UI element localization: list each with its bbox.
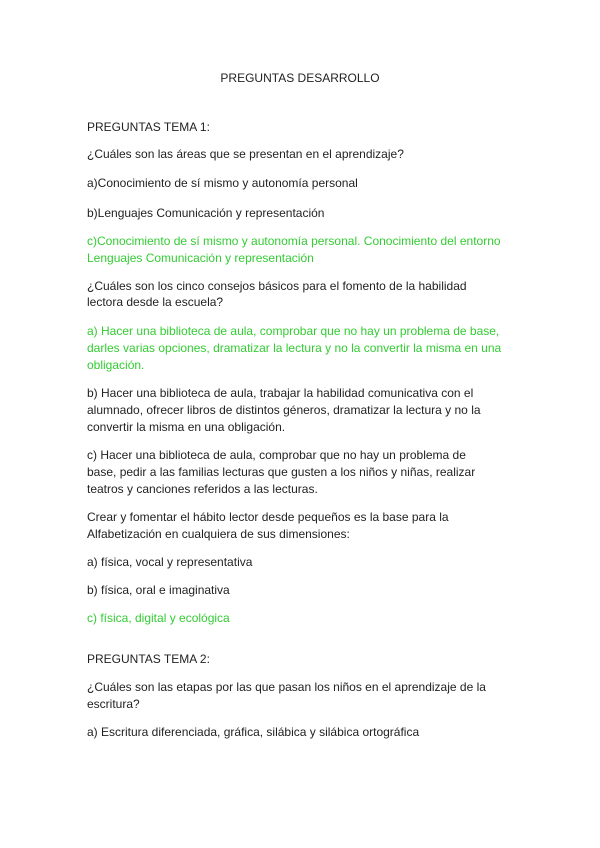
- answer-3a: a) física, vocal y representativa: [87, 555, 253, 569]
- answer-1b: b)Lenguajes Comunicación y representación: [87, 206, 325, 220]
- answer-1c-correct: c)Conocimiento de sí mismo y autonomía personal. Conocimiento del entorno: [87, 234, 501, 248]
- question-t2-1: ¿Cuáles son las etapas por las que pasan los niños en el aprendizaje de la: [87, 680, 486, 694]
- answer-2c-cont1: base, pedir a las familias lecturas que gusten a los niños y niñas, realizar: [87, 465, 476, 479]
- page-title: PREGUNTAS DESARROLLO: [220, 71, 380, 85]
- answer-1c-correct-cont: Lenguajes Comunicación y representación: [87, 251, 314, 265]
- question-3: Crear y fomentar el hábito lector desde pequeños es la base para la: [87, 510, 449, 524]
- answer-2a-correct-cont1: darles varias opciones, dramatizar la lectura y no la convertir la misma en una: [87, 341, 502, 355]
- question-2: ¿Cuáles son los cinco consejos básicos para el fomento de la habilidad: [87, 279, 467, 293]
- question-2-cont: lectora desde la escuela?: [87, 295, 224, 309]
- question-3-cont: Alfabetización en cualquiera de sus dimensiones:: [87, 527, 350, 541]
- answer-2c-cont2: teatros y canciones referidos a las lecturas.: [87, 482, 318, 496]
- answer-2b-cont1: alumnado, ofrecer libros de distintos géneros, dramatizar la lectura y no la: [87, 403, 481, 417]
- answer-2b: b) Hacer una biblioteca de aula, trabajar la habilidad comunicativa con el: [87, 386, 474, 400]
- answer-t2-1a: a) Escritura diferenciada, gráfica, silábica y silábica ortográfica: [87, 725, 420, 739]
- answer-3b: b) física, oral e imaginativa: [87, 583, 230, 597]
- answer-2a-correct: a) Hacer una biblioteca de aula, comprobar que no hay un problema de base,: [87, 324, 500, 338]
- question-t2-1-cont: escritura?: [87, 697, 140, 711]
- answer-2a-correct-cont2: obligación.: [87, 358, 145, 372]
- answer-3c-correct: c) física, digital y ecológica: [87, 611, 230, 625]
- answer-2b-cont2: convertir la misma en una obligación.: [87, 420, 286, 434]
- question-1: ¿Cuáles son las áreas que se presentan en el aprendizaje?: [87, 147, 404, 161]
- answer-2c: c) Hacer una biblioteca de aula, comprobar que no hay un problema de: [87, 448, 466, 462]
- section-heading-tema1: PREGUNTAS TEMA 1:: [87, 120, 210, 134]
- section-heading-tema2: PREGUNTAS TEMA 2:: [87, 652, 210, 666]
- answer-1a: a)Conocimiento de sí mismo y autonomía personal: [87, 176, 358, 190]
